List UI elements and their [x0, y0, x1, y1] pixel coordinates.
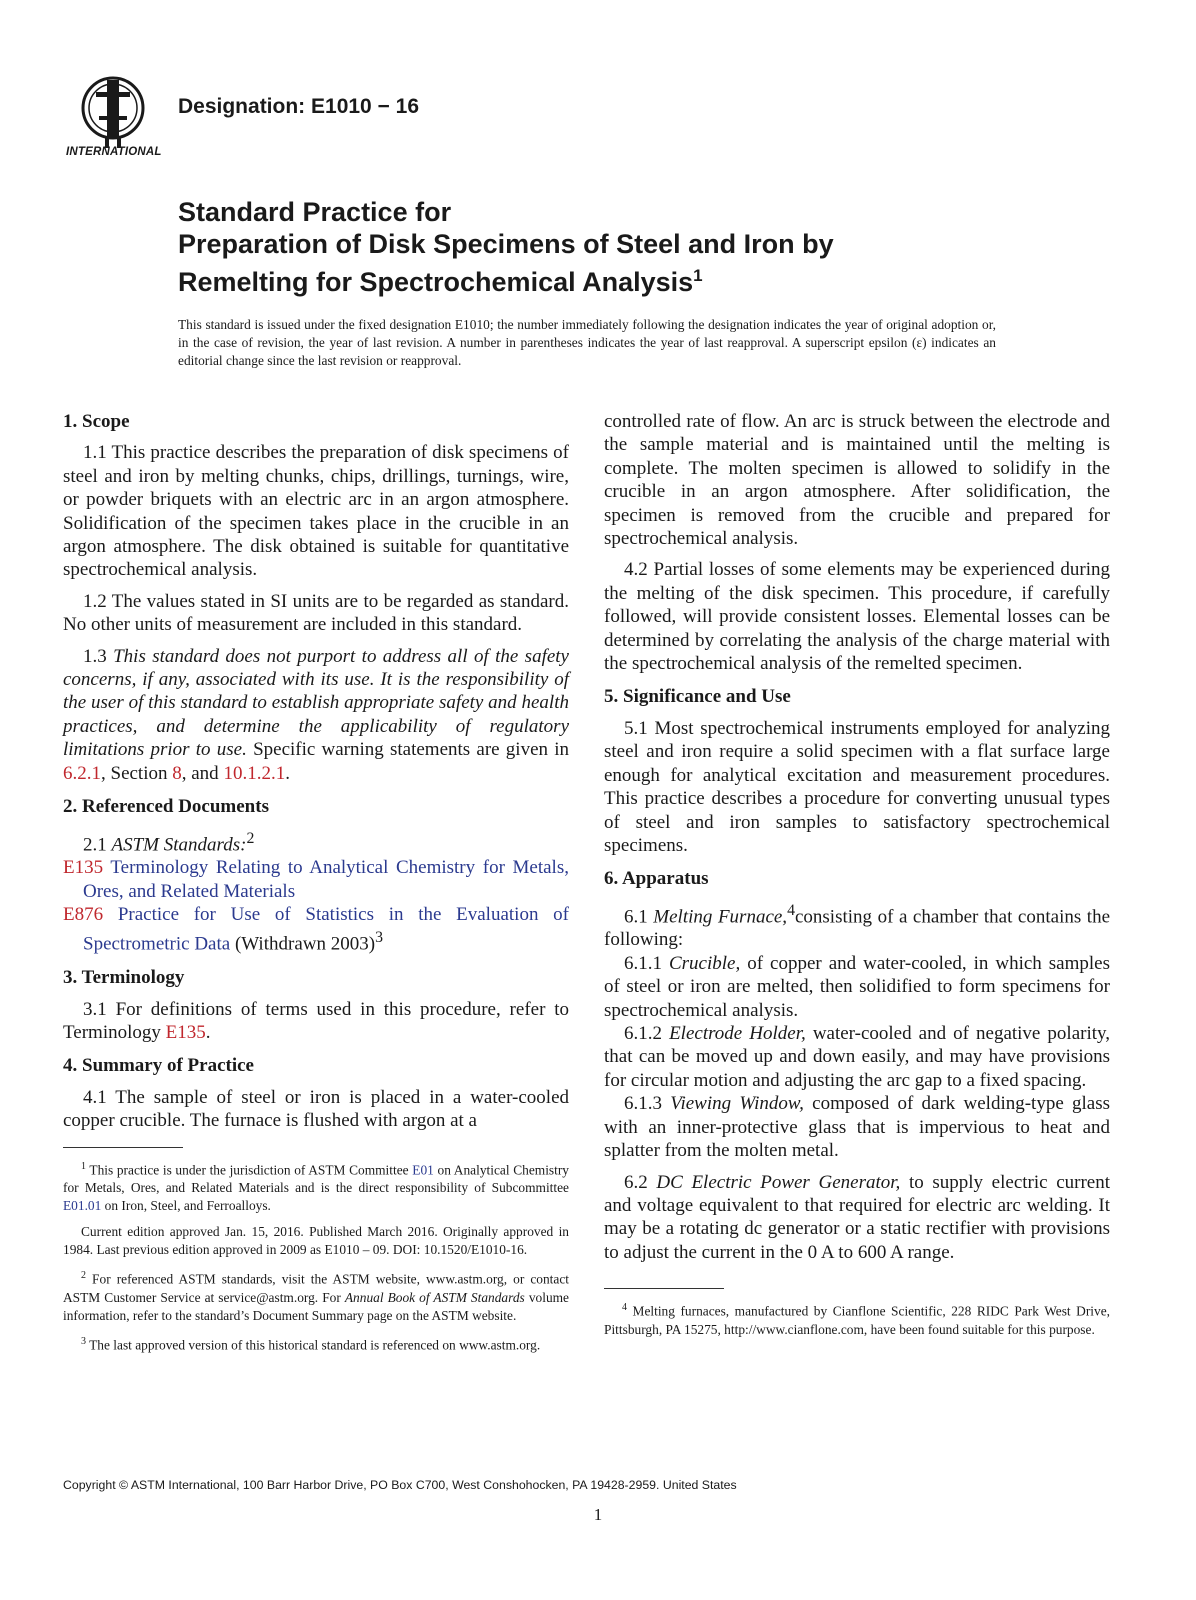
scope-heading: 1. Scope: [63, 411, 130, 432]
summary-heading: 4. Summary of Practice: [63, 1055, 254, 1077]
footnote-rule: [604, 1288, 724, 1289]
right-column: [604, 410, 1110, 1347]
footnote-1-edition: Current edition approved Jan. 15, 2016. Published March 2016. Originally approved in 1984. Last previous edition approved in 2009 as E1010 – 09. DOI: 10.1520/E1010-16.: [63, 1224, 569, 1258]
terminology-heading: 3. Terminology: [63, 967, 185, 989]
paragraph-number: 2.1: [83, 833, 107, 855]
text-run: to supply electric current and voltage equivalent to that required for electric arc welding. It may be a rotating dc generator or a static rectifier with provisions to adjust the current in the 0 A to 600 A range.: [604, 1171, 1111, 1263]
title-line-3-text: Remelting for Spectrochemical Analysis: [178, 267, 694, 297]
text-run: on Analytical Chemistry for Metals, Ores, and Related Materials and is the direct responsibility of Subcommittee: [63, 1162, 569, 1196]
referenced-documents-heading: 2. Referenced Documents: [63, 796, 269, 818]
designation: Designation: E1010 − 16: [178, 95, 420, 118]
footnote-rule: [63, 1147, 183, 1148]
term-electrode-holder: Electrode Holder,: [669, 1023, 806, 1045]
footnote-mark: 4: [787, 901, 795, 919]
paragraph-2-1: [63, 827, 569, 857]
paragraph-number: 6.1.2: [624, 1023, 662, 1045]
text-run: Melting furnaces, manufactured by Cianflone Scientific, 228 RIDC Park West Drive, Pittsburgh, PA 15275, http://www.cianflone.com, have been found suitable for this purpose.: [604, 1303, 1110, 1337]
text-run: .: [285, 762, 290, 784]
text-run: 3.1 For definitions of terms used in this procedure, refer to Terminology: [63, 998, 569, 1043]
paragraph-1-2: 1.2 The values stated in SI units are to be regarded as standard. No other units of measurement are included in this standard.: [63, 590, 569, 636]
text-run: of copper and water-cooled, in which samples of steel or iron are melted, then solidified to form specimens for spectrochemical analysis.: [604, 952, 1111, 1021]
paragraph-5-1: 5.1 Most spectrochemical instruments employed for analyzing steel and iron require a solid specimen with a flat surface large enough for analytical excitation and measurement procedures. This practice describes a procedure for converting unusual types of steel and iron samples to satisfactory spectrochemical specimens.: [604, 717, 1110, 856]
astm-standards-label: ASTM Standards:: [111, 833, 247, 855]
link-e01-01[interactable]: E01.01: [63, 1198, 102, 1214]
text-run: , and: [181, 762, 219, 784]
paragraph-number: 6.2: [624, 1171, 648, 1193]
footnote-mark: 3: [375, 929, 383, 947]
paragraph-number: 6.1: [624, 906, 648, 928]
title-line-1: Standard Practice for: [178, 197, 452, 227]
term-viewing-window: Viewing Window,: [670, 1093, 804, 1115]
paragraph-6-1-3: [604, 1092, 1110, 1162]
paragraph-1-3: [63, 645, 569, 785]
text-run: consisting of a chamber that contains the following:: [604, 906, 1110, 951]
text-run: For referenced ASTM standards, visit the ASTM website, www.astm.org, or contact ASTM Customer Service at service@astm.org. For: [63, 1271, 569, 1305]
link-6-2-1[interactable]: 6.2.1: [63, 762, 101, 784]
footnote-mark: 2: [246, 829, 255, 847]
apparatus-heading: 6. Apparatus: [604, 868, 709, 890]
footnote-4: [604, 1299, 1110, 1338]
paragraph-6-1-2: [604, 1022, 1110, 1092]
footnote-2: [63, 1267, 569, 1324]
text-run: on Iron, Steel, and Ferroalloys.: [104, 1198, 271, 1214]
footnote-3: [63, 1333, 569, 1354]
paragraph-number: 1.3: [83, 645, 107, 667]
title-footnote-mark: 1: [693, 266, 703, 285]
annual-book-title: Annual Book of ASTM Standards: [344, 1289, 525, 1305]
title-line-2: Preparation of Disk Specimens of Steel and Iron by: [178, 229, 834, 259]
link-e876-title[interactable]: Practice for Use of Statistics in the Evaluation of Spectrometric Data: [83, 904, 569, 955]
issue-note: This standard is issued under the fixed designation E1010; the number immediately following the designation indicates the year of original adoption or, in the case of revision, the year of last revision. A number in parentheses indicates the year of last reapproval. A superscript epsilon (ε) indicates an editorial change since the last revision or reapproval.: [178, 317, 996, 368]
paragraph-3-1: [63, 998, 569, 1045]
paragraph-1-1: 1.1 This practice describes the preparation of disk specimens of steel and iron by melting chunks, chips, drillings, turnings, wire, or powder briquets with an electric arc in an argon atmosphere. Solidification of the specimen takes place in the crucible in an argon atmosphere. The disk obtained is suitable for quantitative spectrochemical analysis.: [63, 442, 569, 581]
left-column: [63, 410, 569, 1362]
link-section-8[interactable]: 8: [172, 762, 182, 784]
text-run: .: [205, 1022, 211, 1043]
paragraph-6-1: [604, 899, 1110, 952]
reference-e876: [63, 903, 569, 956]
link-e135-title[interactable]: Terminology Relating to Analytical Chemistry for Metals, Ores, and Related Materials: [83, 857, 569, 902]
text-run: The last approved version of this historical standard is referenced on www.astm.org.: [89, 1337, 541, 1353]
paragraph-number: 6.1.1: [624, 952, 662, 974]
paragraph-6-2: [604, 1171, 1110, 1265]
text-run: water-cooled and of negative polarity, that can be moved up and down easily, and may have provisions for circular motion and adjusting the arc gap to a fixed spacing.: [604, 1023, 1111, 1091]
footnote-mark: 2: [81, 1270, 86, 1282]
page-number: 1: [593, 1505, 603, 1524]
significance-heading: 5. Significance and Use: [604, 686, 791, 708]
link-e01[interactable]: E01: [412, 1162, 434, 1178]
text-run: Specific warning statements are given in: [253, 739, 570, 761]
reference-e135: [63, 856, 569, 903]
paragraph-6-1-1: [604, 952, 1110, 1022]
safety-statement: This standard does not purport to address all of the safety concerns, if any, associated with its use. It is the responsibility of the user of this standard to establish appropriate safety and health practices, and determine the applicability of regulatory limitations prior to use.: [63, 645, 569, 761]
link-10-1-2-1[interactable]: 10.1.2.1: [223, 762, 286, 784]
paragraph-4-1-start: 4.1 The sample of steel or iron is placed in a water-cooled copper crucible. The furnace is flushed with argon at a: [63, 1086, 569, 1132]
footnote-1: [63, 1158, 569, 1215]
withdrawn-note: (Withdrawn 2003): [234, 933, 376, 955]
paragraph-number: 6.1.3: [624, 1093, 662, 1115]
title-line-3: [178, 260, 998, 298]
link-e135-code[interactable]: E135: [63, 857, 104, 879]
paragraph-4-2: 4.2 Partial losses of some elements may be experienced during the melting of the disk specimen. This procedure, if carefully followed, will provide consistent losses. Elemental losses can be determined by correlating the analysis of the charge material with the spectrochemical analysis of the remelted specimen.: [604, 559, 1110, 675]
document-title: [178, 196, 998, 298]
link-e876-code[interactable]: E876: [63, 904, 104, 926]
footnote-mark: 1: [81, 1160, 86, 1172]
text-run: , Section: [101, 762, 168, 784]
term-melting-furnace: Melting Furnace,: [653, 906, 788, 928]
astm-logo: [66, 70, 164, 162]
link-e135[interactable]: E135: [165, 1022, 206, 1043]
term-crucible: Crucible,: [668, 952, 741, 974]
term-dc-power-generator: DC Electric Power Generator,: [656, 1171, 901, 1193]
text-run: volume information, refer to the standard’s Document Summary page on the ASTM website.: [63, 1289, 569, 1323]
text-run: composed of dark welding-type glass with an inner-protective glass that is impervious to heat and splatter from the molten metal.: [604, 1093, 1111, 1162]
footnote-mark: 3: [81, 1335, 86, 1347]
paragraph-4-1-continued: controlled rate of flow. An arc is struck between the electrode and the sample material and is maintained until the melting is complete. The molten specimen is allowed to solidify in the crucible in an argon atmosphere. After solidification, the specimen is removed from the crucible and prepared for spectrochemical analysis.: [604, 411, 1110, 550]
astm-logo-sub: INTERNATIONAL: [66, 146, 162, 158]
copyright-footer: Copyright © ASTM International, 100 Barr Harbor Drive, PO Box C700, West Conshohocken, PA 19428-2959. United States: [63, 1478, 737, 1492]
text-run: This practice is under the jurisdiction of ASTM Committee: [89, 1162, 409, 1178]
footnote-mark: 4: [622, 1302, 627, 1314]
